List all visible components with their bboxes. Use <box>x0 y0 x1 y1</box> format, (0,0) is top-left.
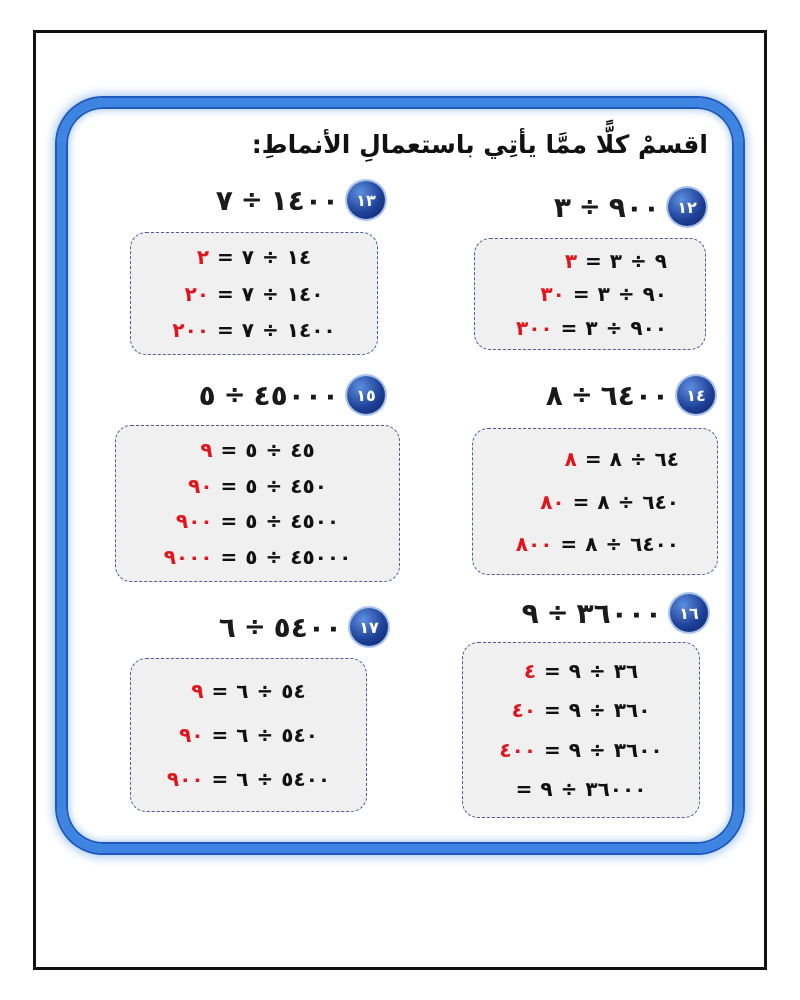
problem-number-badge: ١٧ <box>350 608 388 646</box>
equals-sign: = <box>544 658 561 683</box>
problem-divisor: ٨ <box>545 378 563 412</box>
step-answer: ٨٠٠ <box>515 531 553 556</box>
step-answer: ٨ <box>564 447 577 472</box>
step-line <box>516 532 679 556</box>
equals-sign: = <box>544 737 561 762</box>
divide-sign: ÷ <box>265 437 283 462</box>
step-line <box>512 698 651 722</box>
equals-sign: = <box>585 248 602 273</box>
problem-17-header <box>219 608 388 646</box>
equals-sign: = <box>217 317 234 342</box>
worksheet-title: اقسمْ كلًّا ممَّا يأتِي باستعمالِ الأنماطِ: <box>251 130 708 159</box>
step-divisor: ٣ <box>585 315 598 340</box>
problem-12-pattern-box <box>474 238 706 350</box>
step-answer: ٩٠ <box>179 723 204 747</box>
step-answer: ٣٠٠ <box>516 315 553 340</box>
problem-number-badge: ١٢ <box>668 188 706 226</box>
problem-number-badge: ١٦ <box>670 594 708 632</box>
step-line <box>540 490 679 514</box>
divide-sign: ÷ <box>262 281 279 306</box>
problem-divisor: ٦ <box>218 610 236 644</box>
step-line <box>540 282 667 306</box>
step-line <box>185 282 324 306</box>
equals-sign: = <box>211 679 229 703</box>
equals-sign: = <box>560 315 578 340</box>
divide-sign: ÷ <box>223 380 246 410</box>
step-dividend: ٤٥ <box>290 437 315 462</box>
step-line <box>197 245 311 269</box>
step-answer: ٩ <box>191 679 204 703</box>
step-divisor: ٩ <box>568 737 582 762</box>
divide-sign: ÷ <box>605 531 623 556</box>
divide-sign: ÷ <box>560 777 578 802</box>
problem-number-badge: ١٣ <box>347 181 385 219</box>
step-answer: ٩٠٠٠ <box>163 545 213 570</box>
equals-sign: = <box>584 447 602 472</box>
step-divisor: ٥ <box>245 473 258 498</box>
step-dividend: ٩٠ <box>642 282 667 306</box>
step-divisor: ٥ <box>245 437 258 462</box>
equals-sign: = <box>220 509 238 534</box>
step-answer: ٩٠٠ <box>175 509 213 534</box>
divide-sign: ÷ <box>617 282 635 306</box>
equals-sign: = <box>220 437 238 462</box>
problem-16-pattern-box <box>462 642 700 818</box>
step-divisor: ٦ <box>236 679 249 703</box>
equals-sign: = <box>220 473 238 498</box>
step-divisor: ٧ <box>241 245 255 270</box>
equals-sign: = <box>217 245 234 270</box>
problem-12-header <box>554 188 706 226</box>
problem-16-header <box>522 594 708 632</box>
divide-sign: ÷ <box>256 723 274 747</box>
step-dividend: ٣٦٠٠ <box>613 737 663 762</box>
divide-sign: ÷ <box>546 598 569 628</box>
step-line <box>172 318 335 342</box>
problem-dividend: ٣٦٠٠٠ <box>576 596 662 630</box>
problem-divisor: ٩ <box>521 596 539 630</box>
step-line <box>565 249 667 273</box>
step-answer: ٢٠ <box>184 281 210 306</box>
divide-sign: ÷ <box>262 245 279 270</box>
step-divisor: ٨ <box>585 531 598 556</box>
divide-sign: ÷ <box>256 767 274 791</box>
step-divisor: ٩ <box>540 777 553 802</box>
step-dividend: ٦٤٠٠ <box>630 531 679 556</box>
divide-sign: ÷ <box>589 698 606 723</box>
problem-divisor: ٥ <box>198 378 216 412</box>
equals-sign: = <box>211 723 229 747</box>
step-line <box>176 509 339 533</box>
divide-sign: ÷ <box>262 317 279 342</box>
step-divisor: ٧ <box>241 281 255 306</box>
divide-sign: ÷ <box>256 679 274 703</box>
divide-sign: ÷ <box>265 473 283 498</box>
step-answer: ٢ <box>196 245 210 270</box>
step-dividend: ٣٦٠ <box>613 698 651 723</box>
equals-sign: = <box>211 767 229 791</box>
step-answer: ٩ <box>200 437 213 462</box>
step-answer: ٣٠ <box>540 282 565 306</box>
divide-sign: ÷ <box>265 545 283 570</box>
step-dividend: ٥٤٠ <box>281 723 318 747</box>
problem-13-pattern-box <box>130 232 378 355</box>
step-divisor: ٨ <box>597 489 610 514</box>
step-dividend: ٥٤٠٠ <box>281 767 331 791</box>
step-line <box>565 447 679 471</box>
step-line <box>164 545 352 569</box>
step-dividend: ٣٦٠٠٠ <box>585 777 647 802</box>
step-divisor: ٩ <box>568 698 582 723</box>
divide-sign: ÷ <box>617 489 635 514</box>
problem-dividend: ٤٥٠٠٠ <box>253 378 339 412</box>
step-divisor: ٩ <box>568 658 582 683</box>
step-dividend: ٥٤ <box>281 679 306 703</box>
step-answer: ٩٠٠ <box>166 767 204 791</box>
problem-dividend: ١٤٠٠ <box>270 183 339 217</box>
step-dividend: ٤٥٠ <box>290 473 327 498</box>
step-divisor: ٨ <box>609 447 622 472</box>
problem-15-pattern-box <box>115 425 400 582</box>
step-divisor: ٣ <box>597 282 610 306</box>
step-divisor: ٥ <box>245 509 258 534</box>
equals-sign: = <box>544 698 561 723</box>
step-divisor: ٥ <box>245 545 258 570</box>
equals-sign: = <box>515 777 533 802</box>
divide-sign: ÷ <box>240 185 263 215</box>
step-line <box>188 474 327 498</box>
step-answer: ٤٠ <box>511 698 537 723</box>
step-line <box>179 723 318 747</box>
problem-number-badge: ١٥ <box>347 376 385 414</box>
divide-sign: ÷ <box>578 192 601 222</box>
equals-sign: = <box>217 281 234 306</box>
step-dividend: ٦٤ <box>654 447 679 472</box>
step-line <box>167 767 330 791</box>
step-dividend: ٣٦ <box>613 658 639 683</box>
divide-sign: ÷ <box>605 315 623 340</box>
divide-sign: ÷ <box>630 248 647 273</box>
problem-divisor: ٣ <box>553 190 571 224</box>
step-line-unanswered <box>516 777 647 801</box>
equals-sign: = <box>572 282 590 306</box>
step-answer: ٤ <box>523 658 537 683</box>
problem-17-pattern-box <box>130 658 367 812</box>
problem-14-header <box>546 376 715 414</box>
step-dividend: ٤٥٠٠ <box>290 509 340 534</box>
problem-dividend: ٩٠٠ <box>608 190 660 224</box>
problem-divisor: ٧ <box>215 183 233 217</box>
step-dividend: ٦٤٠ <box>642 489 679 514</box>
problem-13-header <box>216 181 385 219</box>
problem-number-badge: ١٤ <box>677 376 715 414</box>
step-answer: ٩٠ <box>188 473 213 498</box>
step-dividend: ٤٥٠٠٠ <box>290 545 352 570</box>
step-line <box>200 438 314 462</box>
step-dividend: ١٤ <box>286 245 312 270</box>
step-divisor: ٣ <box>609 248 623 273</box>
step-divisor: ٦ <box>236 767 249 791</box>
divide-sign: ÷ <box>589 737 606 762</box>
step-line <box>499 738 662 762</box>
step-line <box>191 679 305 703</box>
problem-15-header <box>199 376 385 414</box>
equals-sign: = <box>560 531 578 556</box>
step-answer: ٤٠٠ <box>499 737 537 762</box>
divide-sign: ÷ <box>570 380 593 410</box>
problem-dividend: ٥٤٠٠ <box>273 610 342 644</box>
step-answer: ٨٠ <box>540 489 565 514</box>
step-answer: ٢٠٠ <box>172 317 210 342</box>
divide-sign: ÷ <box>589 658 606 683</box>
step-divisor: ٦ <box>236 723 249 747</box>
step-divisor: ٧ <box>241 317 255 342</box>
step-dividend: ١٤٠٠ <box>286 317 336 342</box>
divide-sign: ÷ <box>629 447 647 472</box>
divide-sign: ÷ <box>243 612 266 642</box>
step-line <box>524 659 638 683</box>
step-dividend: ٩ <box>654 248 667 273</box>
equals-sign: = <box>220 545 238 570</box>
divide-sign: ÷ <box>265 509 283 534</box>
step-dividend: ١٤٠ <box>286 281 324 306</box>
problem-dividend: ٦٤٠٠ <box>600 378 669 412</box>
step-answer: ٣ <box>564 248 578 273</box>
step-dividend: ٩٠٠ <box>630 315 667 340</box>
problem-14-pattern-box <box>472 428 718 575</box>
equals-sign: = <box>572 489 590 514</box>
step-line <box>516 316 667 340</box>
